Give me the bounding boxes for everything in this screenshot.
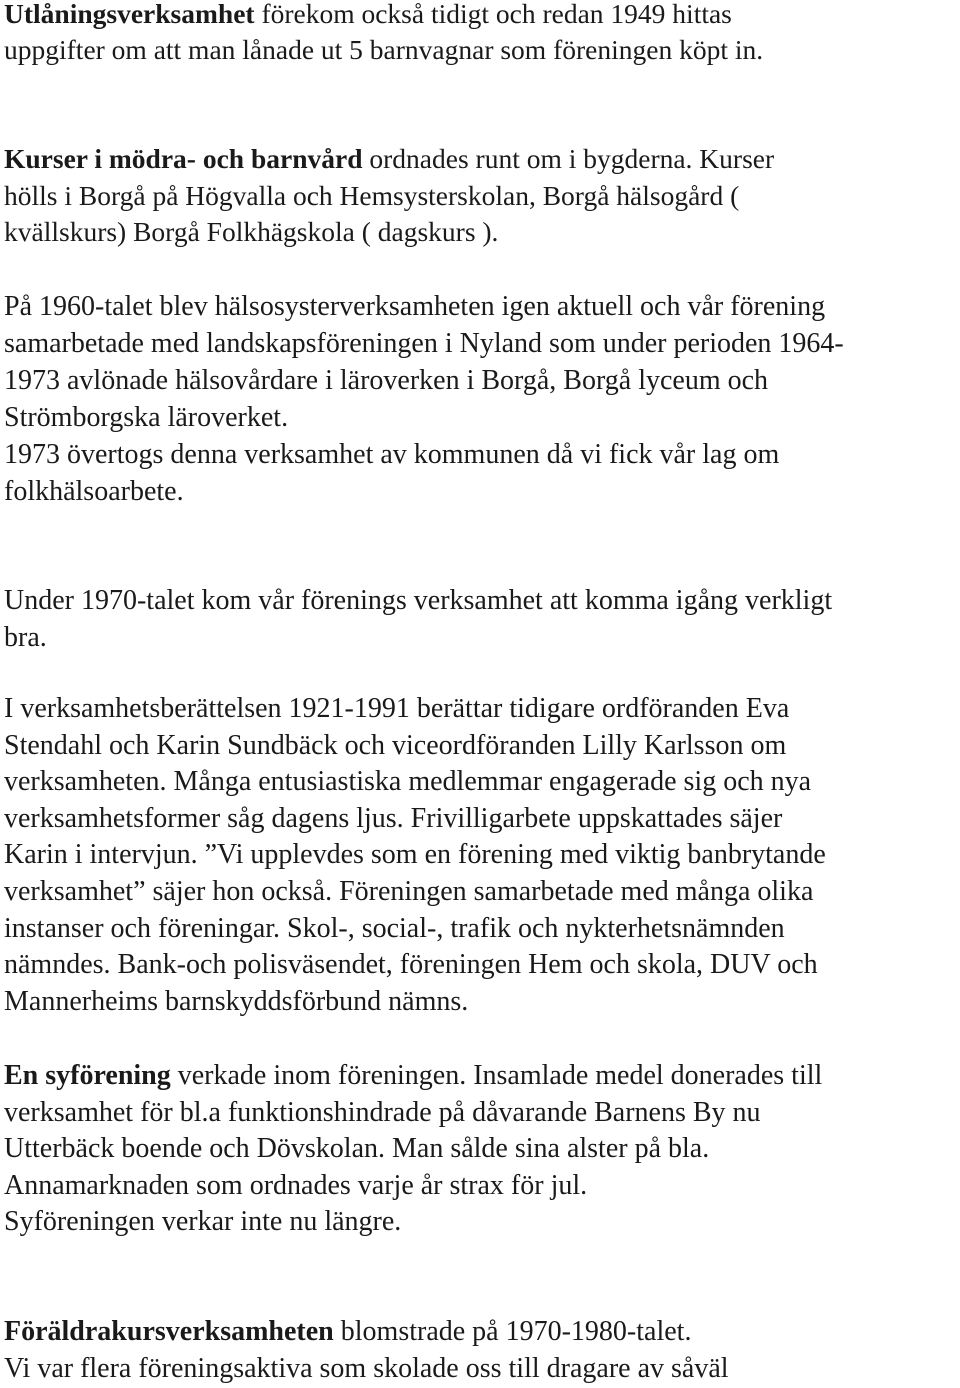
- bold-lead-text: Föräldrakursverksamheten: [4, 1316, 334, 1347]
- line-text: verksamhet” säjer hon också. Föreningen samarbetade med många olika: [4, 875, 814, 907]
- text-line: [4, 837, 826, 874]
- text-line: [4, 0, 763, 32]
- text-line: [4, 1058, 822, 1095]
- text-line: [4, 691, 826, 728]
- text-line: [4, 362, 844, 399]
- line-text: verkade inom föreningen. Insamlade medel donerades till: [170, 1060, 823, 1091]
- line-text: förekom också tidigt och redan 1949 hittas: [254, 0, 732, 29]
- line-text: Stendahl och Karin Sundbäck och viceordföranden Lilly Karlsson om: [4, 729, 787, 761]
- line-text: Strömborgska läroverket.: [4, 402, 289, 433]
- text-line: [4, 1131, 822, 1168]
- paragraph-kurser: [4, 141, 774, 251]
- paragraph-utlaningsverksamhet: [4, 0, 763, 68]
- line-text: folkhälsoarbete.: [4, 476, 184, 507]
- text-line: [4, 984, 826, 1021]
- text-line: [4, 801, 826, 838]
- line-text: Under 1970-talet kom vår förenings verksamhet att komma igång verkligt: [4, 585, 833, 616]
- text-line: [4, 399, 844, 436]
- line-text: instanser och föreningar. Skol-, social-, trafik och nykterhetsnämnden: [4, 912, 785, 944]
- line-text: I verksamhetsberättelsen 1921-1991 berättar tidigare ordföranden Eva: [4, 693, 790, 724]
- text-line: [4, 288, 844, 325]
- text-line: [4, 32, 763, 68]
- bold-lead-text: En syförening: [4, 1060, 171, 1091]
- text-line: [4, 141, 774, 178]
- text-line: [4, 911, 826, 948]
- line-text: verksamheten. Många entusiastiska medlemmar engagerade sig och nya: [4, 766, 812, 798]
- paragraph-verksamhetsberattelsen: [4, 691, 826, 1020]
- text-line: [4, 582, 832, 619]
- line-text: ordnades runt om i bygderna. Kurser: [362, 143, 775, 174]
- line-text: 1973 avlönade hälsovårdare i läroverken i Borgå, Borgå lyceum och: [4, 365, 769, 396]
- line-text: Syföreningen verkar inte nu längre.: [4, 1206, 402, 1238]
- text-line: [4, 1204, 822, 1241]
- line-text: kvällskurs) Borgå Folkhägskola ( dagskurs ).: [4, 216, 499, 247]
- text-line: [4, 214, 774, 251]
- line-text: nämndes. Bank-och polisväsendet, föreningen Hem och skola, DUV och: [4, 949, 818, 981]
- paragraph-halsosyster: [4, 288, 844, 510]
- text-line: [4, 436, 844, 473]
- line-text: Mannerheims barnskyddsförbund nämns.: [4, 985, 469, 1017]
- line-text: bra.: [4, 622, 47, 653]
- line-text: samarbetade med landskapsföreningen i Nyland som under perioden 1964-: [4, 328, 844, 359]
- line-text: hölls i Borgå på Högvalla och Hemsysterskolan, Borgå hälsogård (: [4, 179, 740, 211]
- text-line: [4, 764, 826, 801]
- line-text: uppgifter om att man lånade ut 5 barnvagnar som föreningen köpt in.: [4, 34, 764, 65]
- line-text: verksamhet för bl.a funktionshindrade på dåvarande Barnens By nu: [4, 1096, 761, 1128]
- line-text: Annamarknaden som ordnades varje år strax för jul.: [4, 1169, 588, 1201]
- paragraph-foraldrakurs: [4, 1314, 729, 1387]
- text-line: [4, 619, 832, 656]
- text-line: [4, 473, 844, 510]
- text-line: [4, 178, 774, 215]
- text-line: [4, 874, 826, 911]
- line-text: Karin i intervjun. ”Vi upplevdes som en förening med viktig banbrytande: [4, 839, 826, 871]
- bold-lead-text: Kurser i mödra- och barnvård: [4, 143, 363, 174]
- line-text: 1973 övertogs denna verksamhet av kommunen då vi fick vår lag om: [4, 439, 780, 470]
- line-text: verksamhetsformer såg dagens ljus. Frivilligarbete uppskattades säjer: [4, 802, 783, 834]
- text-line: [4, 1351, 729, 1388]
- line-text: blomstrade på 1970-1980-talet.: [333, 1316, 692, 1347]
- line-text: Vi var flera föreningsaktiva som skolade oss till dragare av såväl: [4, 1352, 729, 1384]
- text-line: [4, 728, 826, 765]
- text-line: [4, 325, 844, 362]
- paragraph-1970-talet: [4, 582, 832, 656]
- text-line: [4, 1314, 729, 1351]
- text-line: [4, 1168, 822, 1205]
- bold-lead-text: Utlåningsverksamhet: [4, 0, 255, 29]
- line-text: Utterbäck boende och Dövskolan. Man sålde sina alster på bla.: [4, 1133, 710, 1165]
- text-line: [4, 947, 826, 984]
- line-text: På 1960-talet blev hälsosysterverksamheten igen aktuell och vår förening: [4, 291, 826, 322]
- text-line: [4, 1095, 822, 1132]
- paragraph-syforening: [4, 1058, 822, 1241]
